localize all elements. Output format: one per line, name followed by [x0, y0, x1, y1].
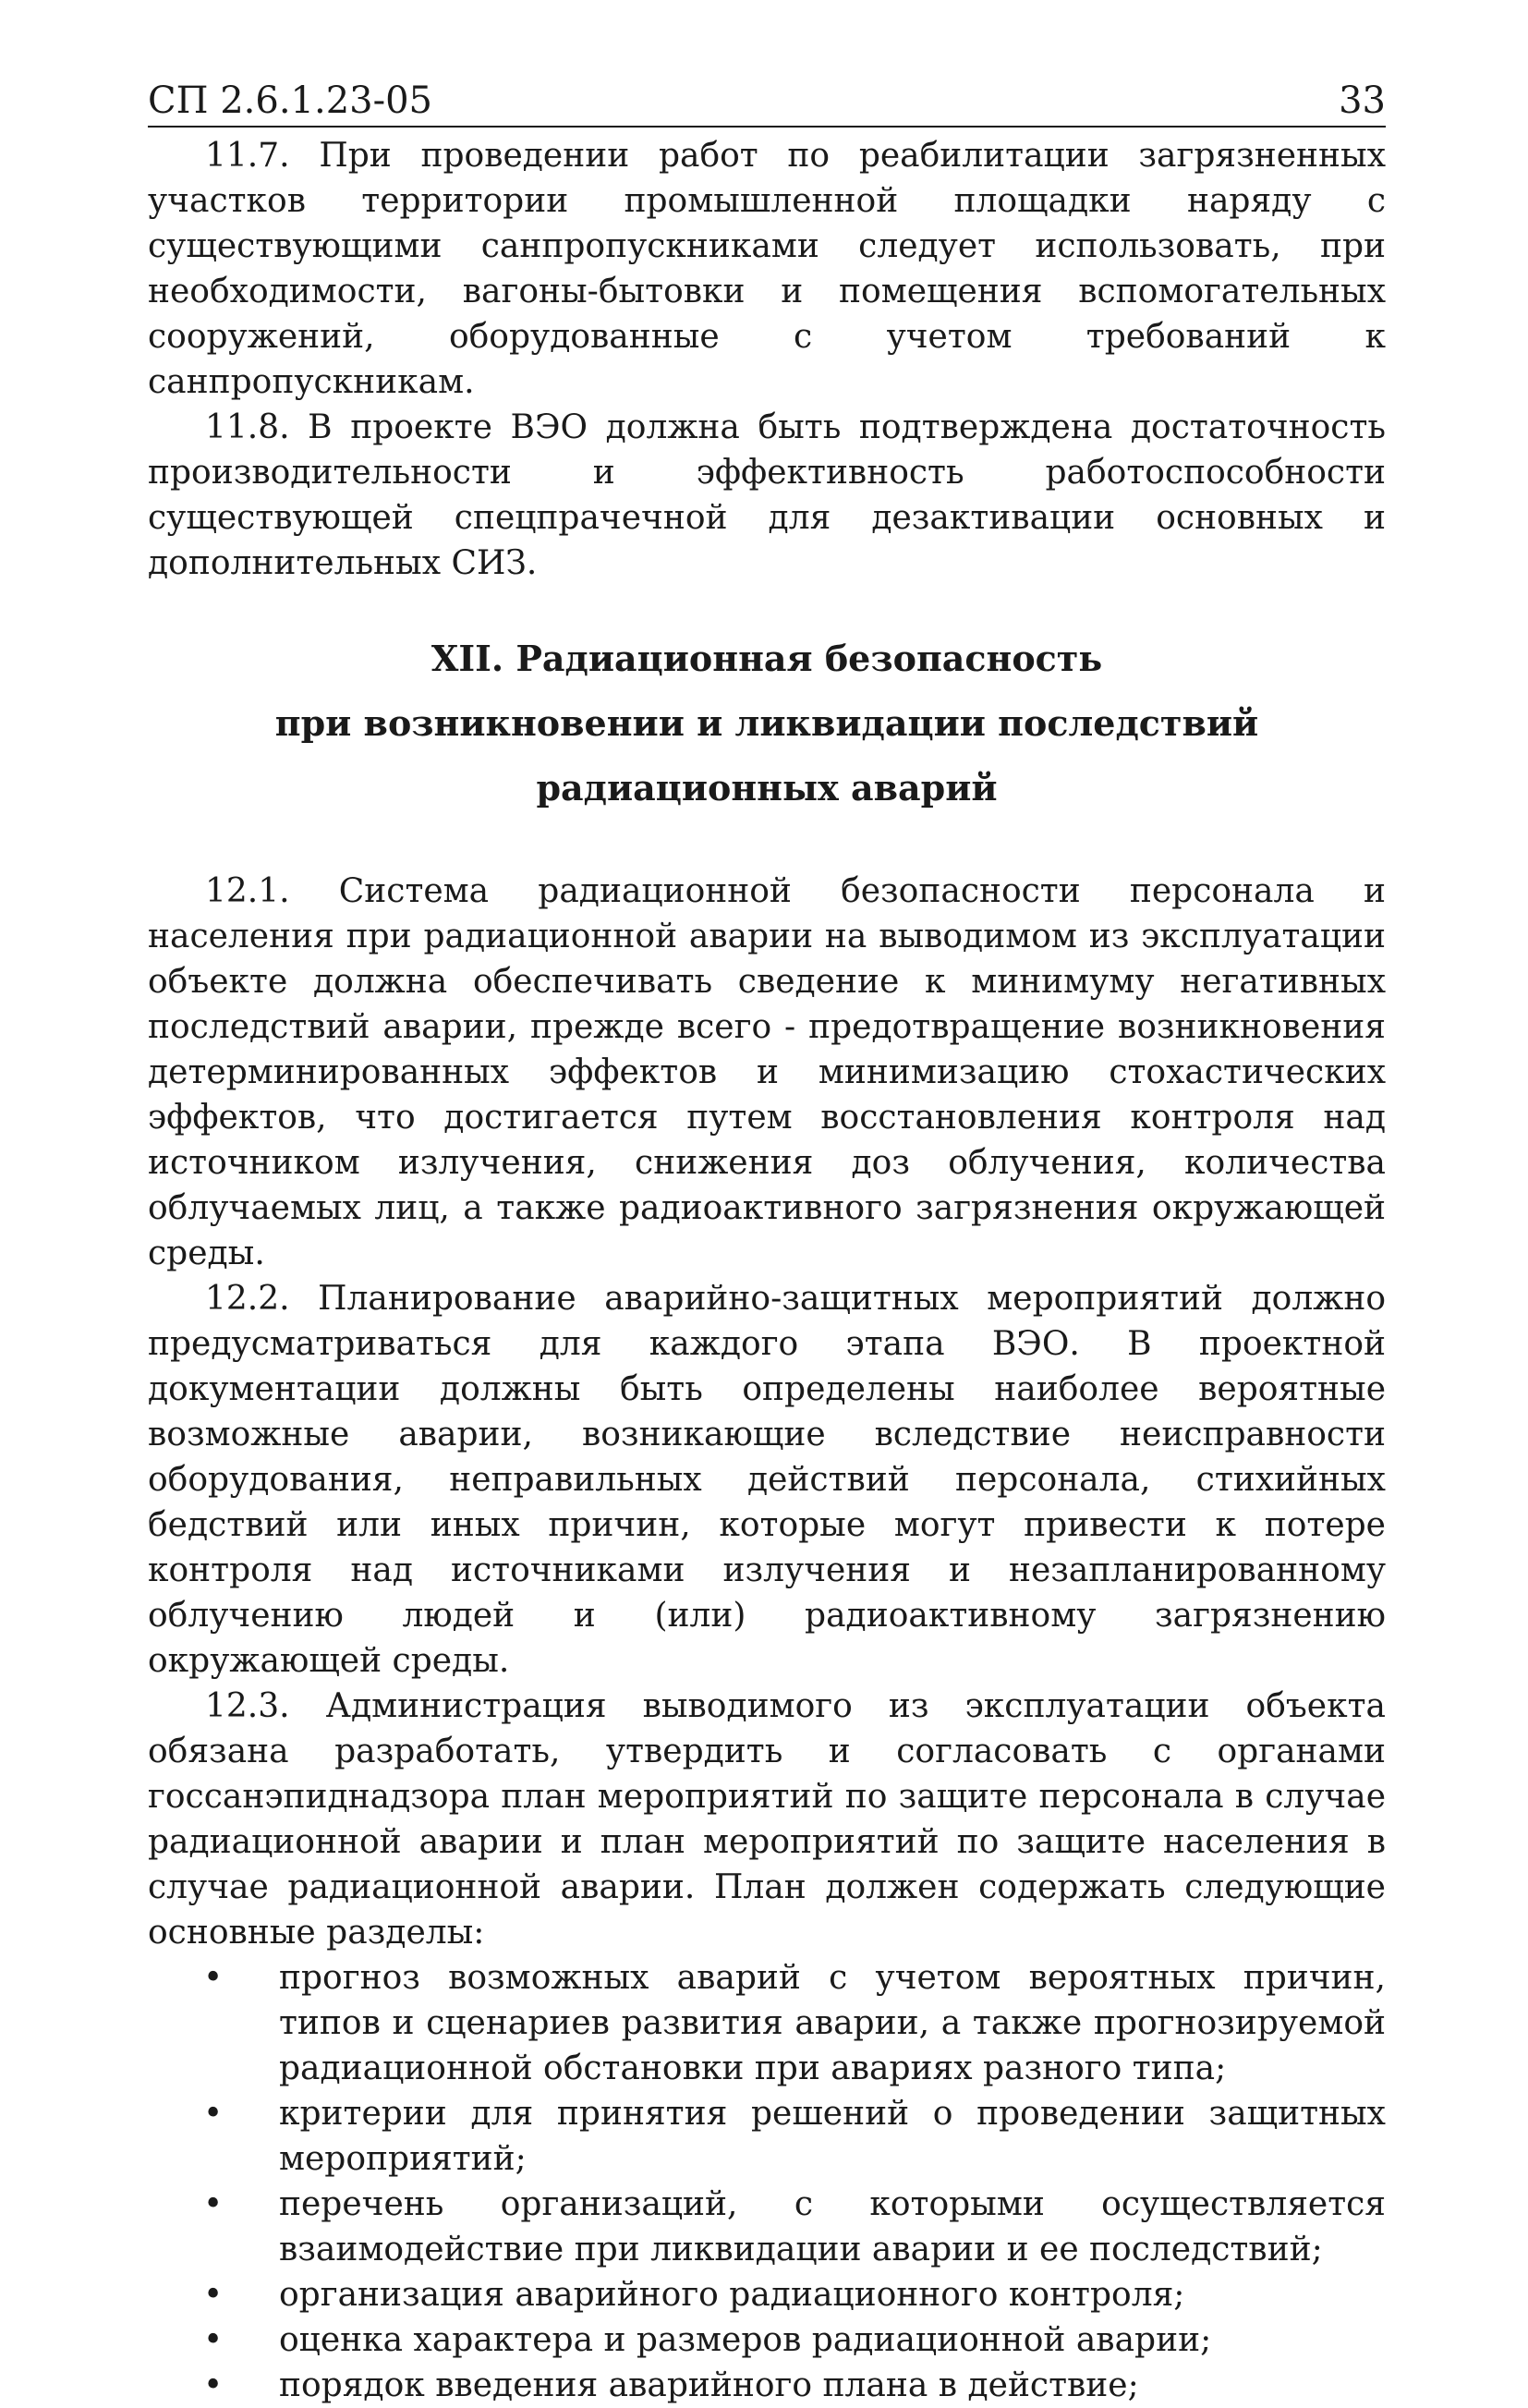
paragraph-12-2: 12.2. Планирование аварийно-защитных мероприятий должно предусматриваться для каждого этапа ВЭО. В проектной документации должны быть определены наиболее вероятные возможные аварии, возникающие вследствие неисправности оборудования, неправильных действий персонала, стихийных бедствий или иных причин, которые могут привести к потере контроля над источниками излучения и незапланированному облучению людей и (или) радиоактивному загрязнению окружающей среды.: [148, 1280, 1386, 1680]
list-item-text: порядок введения аварийного плана в действие;: [279, 2366, 1139, 2404]
list-item: [148, 2272, 1386, 2317]
paragraph-11-8: 11.8. В проекте ВЭО должна быть подтверждена достаточность производительности и эффективность работоспособности существующей спецпрачечной для дезактивации основных и дополнительных СИЗ.: [148, 408, 1386, 582]
list-item-text: перечень организаций, с которыми осуществляется взаимодействие при ликвидации аварии и ее последствий;: [279, 2185, 1386, 2268]
document-page: [148, 72, 1386, 2408]
bullet-icon: •: [203, 1959, 224, 1997]
section-title-line: XII. Радиационная безопасность: [431, 638, 1103, 679]
plan-sections-list: [148, 1955, 1386, 2408]
running-header: [148, 72, 1386, 129]
bullet-icon: •: [203, 2185, 224, 2223]
section-title-line: при возникновении и ликвидации последствий: [274, 702, 1259, 744]
bullet-icon: •: [203, 2276, 224, 2314]
header-rule: [148, 126, 1386, 128]
list-item: [148, 2091, 1386, 2182]
list-item-text: прогноз возможных аварий с учетом вероятных причин, типов и сценариев развития аварии, а также прогнозируемой радиационной обстановки при авариях разного типа;: [279, 1959, 1386, 2087]
list-item-text: организация аварийного радиационного контроля;: [279, 2276, 1185, 2314]
bullet-icon: •: [203, 2366, 224, 2404]
paragraph-11-7: 11.7. При проведении работ по реабилитации загрязненных участков территории промышленной площадки наряду с существующими санпропускниками следует использовать, при необходимости, вагоны-бытовки и помещения вспомогательных сооружений, оборудованные с учетом требований к санпропускникам.: [148, 137, 1386, 401]
document-code: СП 2.6.1.23-05: [148, 79, 433, 122]
section-title: [148, 626, 1386, 821]
list-item: [148, 2182, 1386, 2272]
bullet-icon: •: [203, 2095, 224, 2133]
list-item-text: оценка характера и размеров радиационной аварии;: [279, 2321, 1212, 2359]
page-number: 33: [1339, 79, 1386, 122]
paragraph-12-1: 12.1. Система радиационной безопасности персонала и населения при радиационной аварии на выводимом из эксплуатации объекте должна обеспечивать сведение к минимуму негативных последствий аварии, прежде всего - предотвращение возникновения детерминированных эффектов и минимизацию стохастических эффектов, что достигается путем восстановления контроля над источником излучения, снижения доз облучения, количества облучаемых лиц, а также радиоактивного загрязнения окружающей среды.: [148, 872, 1386, 1272]
list-item: [148, 2363, 1386, 2408]
list-item: [148, 1955, 1386, 2091]
bullet-icon: •: [203, 2321, 224, 2359]
list-item-text: критерии для принятия решений о проведении защитных мероприятий;: [279, 2095, 1386, 2178]
paragraph-12-3: 12.3. Администрация выводимого из эксплуатации объекта обязана разработать, утвердить и согласовать с органами госсанэпиднадзора план мероприятий по защите персонала в случае радиационной аварии и план мероприятий по защите населения в случае радиационной аварии. План должен содержать следующие основные разделы:: [148, 1687, 1386, 1952]
section-title-line: радиационных аварий: [536, 767, 998, 809]
list-item: [148, 2317, 1386, 2363]
